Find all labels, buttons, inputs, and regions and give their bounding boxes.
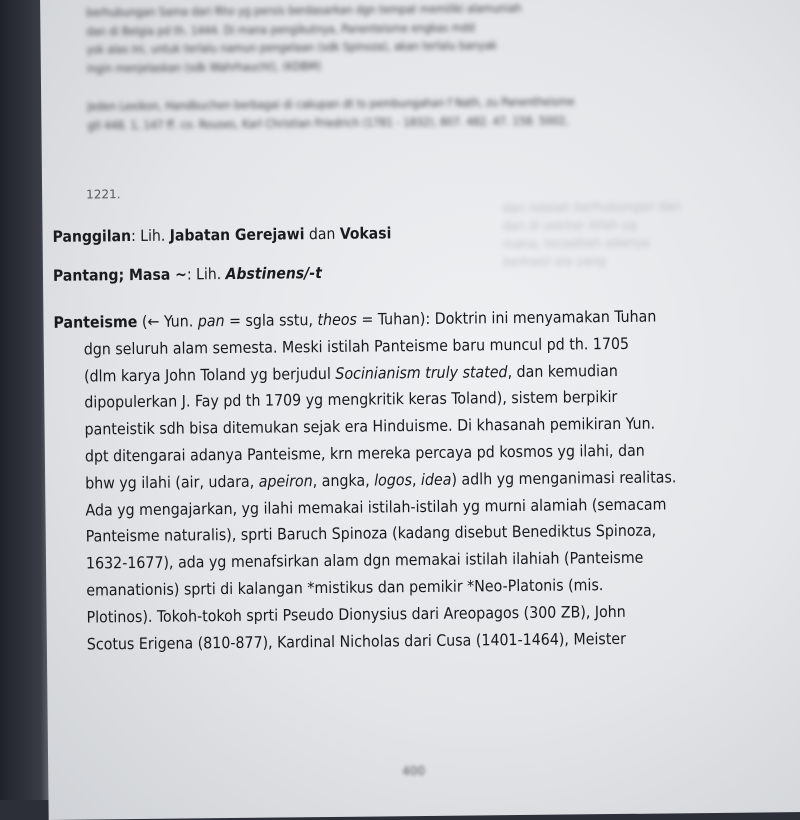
- blurred-line: ingin menjelaskan (sdk Wahrhaucht), (KDBM): [86, 58, 322, 76]
- entry-line: Scotus Erigena (810-877), Kardinal Nicholas dari Cusa (1401-1464), Meister: [86, 628, 627, 654]
- blurred-line: dan di Belgia pd th. 1444. Di mana pengikutnya, Panenteisme engkas mdd: [86, 19, 475, 39]
- bleed-line: mana, terjadilah adanya: [502, 235, 650, 252]
- entry-line: Plotinos). Tokoh-tokoh sprti Pseudo Dionysius dari Areopagos (300 ZB), John: [86, 601, 626, 627]
- entry-panteisme: [53, 302, 797, 658]
- entry-line: 1632-1677), ada yg menafsirkan alam dgn memakai istilah ilahiah (Panteisme: [85, 547, 644, 573]
- entry-sep: : Lih.: [186, 265, 226, 284]
- entry-term: Panggilan: [52, 227, 132, 246]
- entry-panggilan: [52, 224, 391, 246]
- bleed-line: dan di sekitar Allah yg: [502, 217, 637, 234]
- cross-reference: Abstinens/-t: [225, 264, 322, 284]
- entry-line: dipopulerkan J. Fay pd th 1709 yg mengkritik keras Toland), sistem berpikir: [84, 387, 618, 412]
- entry-conj: dan: [304, 224, 340, 244]
- blurred-line: gtl 448. 1, 147 ff. co. Rouses, Karl Christian Friedrich (1781 - 1832), 807. 482. 47. 158. 5002,: [87, 112, 569, 133]
- entry-line: dgn seluruh alam semesta. Meski istilah Panteisme baru muncul pd th. 1705: [83, 333, 630, 359]
- cross-reference: Vokasi: [339, 224, 392, 243]
- bleed-line: dari Adalah berhubungan dan: [502, 199, 682, 216]
- entry-line: dpt ditengarai adanya Panteisme, krn mereka percaya pd kosmos yg ilahi, dan: [84, 440, 645, 466]
- blurred-line: ysk alas Ini, untuk terlalu namun pengelaan (sdk Spinoza), akan terlalu banyak: [86, 38, 497, 57]
- entry-line: panteistik sdh bisa ditemukan sejak era Hinduisme. Di khasanah pemikiran Yun.: [84, 413, 656, 439]
- entry-line: Ada yg mengajarkan, yg ilahi memakai istilah-istilah yg murni alamiah (semacam: [85, 494, 667, 520]
- entry-line: Panteisme naturalis), sprti Baruch Spinoza (kadang disebut Benediktus Spinoza,: [85, 520, 657, 546]
- book-page: [40, 0, 800, 820]
- entry-line: emanationis) sprti di kalangan *mistikus dan pemikir *Neo-Platonis (mis.: [86, 575, 604, 600]
- bleed-through-text: [502, 196, 800, 271]
- entry-sep: : Lih.: [130, 226, 170, 246]
- entry-term: Pantang; Masa ~: [52, 265, 187, 285]
- reference-number: 1221.: [86, 187, 121, 202]
- blurred-line: Jeden Lexikon, Handbuchen berbagai di cakupan dt ts pembungahan f Nath, zu Panentheisme: [87, 94, 575, 114]
- page-number: 400: [402, 764, 426, 779]
- entry-line: bhw yg ilahi (air, udara, apeiron, angka, logos, idea) adlh yg menganimasi realitas.: [85, 467, 677, 493]
- bleed-line: berhasil ala yang: [502, 254, 606, 270]
- blurred-previous-entry: [86, 0, 800, 135]
- entry-line: (dlm karya John Toland yg berjudul Socinianism truly stated, dan kemudian: [83, 360, 618, 386]
- entry-text: (← Yun. pan = sgla sstu, theos = Tuhan): Doktrin ini menyamakan Tuhan: [141, 306, 657, 331]
- cross-reference: Jabatan Gerejawi: [169, 225, 305, 245]
- entry-pantang: [53, 264, 322, 285]
- blurred-line: berhubungan Sama dari Rho yg persis berdasarkan dgn tempat memiliki alamuniah: [86, 0, 522, 20]
- entry-term: Panteisme: [53, 311, 138, 332]
